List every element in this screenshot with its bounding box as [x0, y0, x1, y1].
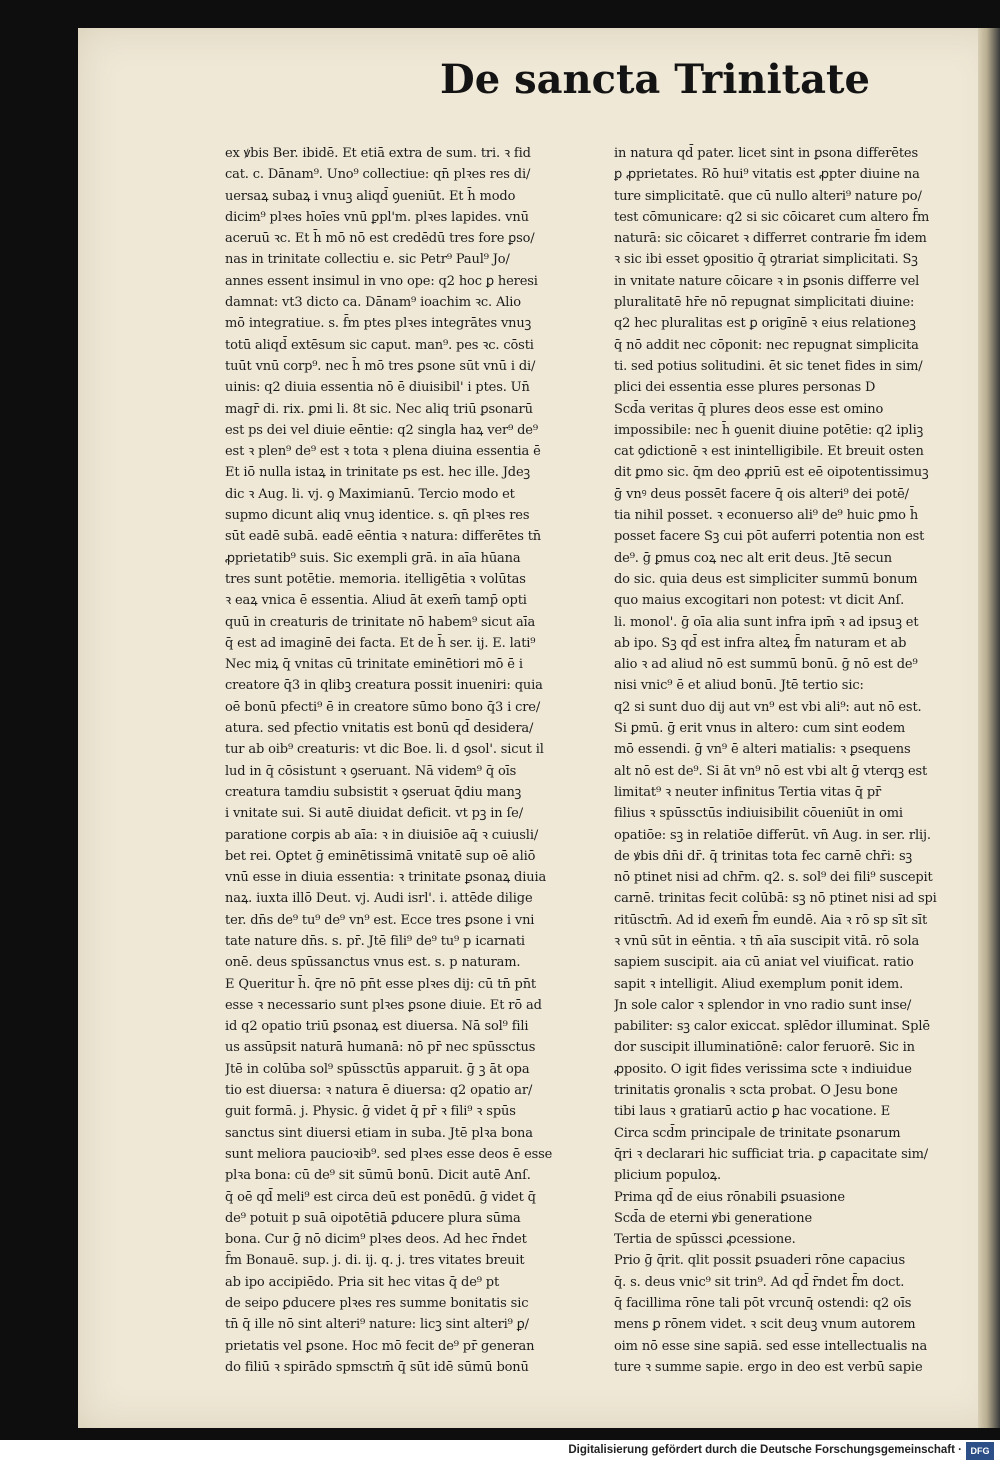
text-line: tn̄ q̄ ille nō sint alteri⁹ nature: licꝫ sint alteri⁹ ꝑ/: [225, 1317, 529, 1333]
text-line: Et iō nulla istaꝝ in trinitate ps est. hec ille. Jdeꝫ: [225, 465, 530, 481]
text-line: est ps dei vel diuie eēntie: q2 singla haꝝ ver⁹ de⁹: [225, 422, 538, 438]
text-line: Circa scd̄m principale de trinitate ꝑsonarum: [614, 1125, 901, 1141]
text-line: mō integratiue. s. f̄m ptes plꝛes integrātes vnuꝫ: [225, 316, 532, 332]
text-line: dic ꝛ Aug. li. vj. ꝯ Maximianū. Tercio modo et: [225, 486, 515, 502]
text-line: q̄ facillima rōne tali pōt vrcunq̄ ostendi: q2 oīs: [614, 1296, 912, 1312]
text-line: tres sunt potētie. memoria. itelligētia ꝛ volūtas: [225, 571, 526, 587]
text-line: supmo dicunt aliq vnuꝫ identice. s. qn̄ plꝛes res: [225, 508, 530, 524]
text-line: tia nihil posset. ꝛ econuerso ali⁹ de⁹ huic ꝑmo h̄: [614, 508, 919, 524]
text-line: creatura tamdiu subsistit ꝛ ꝯseruat q̄diu manꝫ: [225, 784, 522, 800]
text-line: pluralitatē hr̄e nō repugnat simplicitati diuine:: [614, 295, 915, 311]
text-line: nō ptinet nisi ad chr̄m. q2. s. sol⁹ dei fili⁹ suscepit: [614, 870, 933, 886]
text-line: guit formā. j. Physic. ḡ videt q̄ pr̄ ꝛ fili⁹ ꝛ spūs: [225, 1104, 516, 1120]
text-line: opatiōe: sꝫ in relatiōe differūt. vn̄ Aug. in ser. rlij.: [614, 827, 931, 843]
text-line: esse ꝛ necessario sunt plꝛes ꝑsone diuie. Et rō ad: [225, 997, 542, 1013]
text-line: quū in creaturis de trinitate nō habem⁹ sicut aīa: [225, 614, 536, 630]
text-line: bet rei. Oꝑtet ḡ eminētissimā vnitatē sup oē aliō: [225, 848, 536, 864]
text-line: q̄ nō addit nec cōponit: nec repugnat simplicita: [614, 337, 919, 353]
text-line: posset facere Sꝫ cui pōt auferri potentia non est: [614, 529, 925, 545]
text-line: ritūsctm̄. Ad id exem̄ f̄m eundē. Aia ꝛ rō sp sīt sīt: [614, 912, 928, 928]
text-line: de ꝟbis dn̄i dr̄. q̄ trinitas tota fec carnē chr̄i: sꝫ: [614, 848, 912, 864]
text-line: q2 hec pluralitas est ꝑ origīnē ꝛ eius relationeꝫ: [614, 316, 916, 332]
text-line: Jtē in colūba sol⁹ spūssctūs apparuit. ḡ ꝫ āt opa: [225, 1061, 530, 1077]
text-line: Prio ḡ q̄rit. qlit possit ꝑsuaderi rōne capacius: [614, 1253, 906, 1269]
text-line: ḡ vnꝰ deus possēt facere q̄ ois alteri⁹ dei potē/: [614, 486, 909, 502]
text-line: ꝓprietatib⁹ suis. Sic exempli grā. in aīa hūana: [225, 550, 521, 566]
text-line: pabiliter: sꝫ calor exiccat. splēdor illuminat. Splē: [614, 1019, 930, 1035]
text-line: est ꝛ plen⁹ de⁹ est ꝛ tota ꝛ plena diuina essentia ē: [225, 444, 541, 460]
text-line: carnē. trinitas fecit colūbā: sꝫ nō ptinet nisi ad spi: [614, 891, 937, 907]
text-line: ter. dn̄s de⁹ tu⁹ de⁹ vn⁹ est. Ecce tres ꝑsone i vni: [225, 912, 535, 928]
text-line: li. monol'. ḡ oīa alia sunt infra ipm̄ ꝛ ad ipsuꝫ et: [614, 614, 919, 630]
text-line: tuūt vnū corp⁹. nec h̄ mō tres ꝑsone sūt vnū i di/: [225, 358, 536, 374]
text-line: E Queritur h̄. q̄re nō pn̄t esse plꝛes dij: cū tn̄ pn̄t: [225, 976, 536, 992]
text-line: dicim⁹ plꝛes hoīes vnū ꝑpl'm. plꝛes lapides. vnū: [225, 209, 529, 225]
text-line: de seipo ꝑducere plꝛes res summe bonitatis sic: [225, 1296, 529, 1312]
text-line: id q2 opatio triū ꝑsonaꝝ est diuersa. Nā sol⁹ fili: [225, 1019, 529, 1035]
text-line: Jn sole calor ꝛ splendor in vno radio sunt inse/: [614, 997, 912, 1013]
text-line: plicium populoꝝ.: [614, 1168, 721, 1184]
text-line: filius ꝛ spūssctūs indiuisibilit cōueniūt in omi: [614, 806, 903, 822]
text-line: vnū esse in diuia essentia: ꝛ trinitate ꝑsonaꝝ diuia: [225, 870, 547, 886]
text-line: tio est diuersa: ꝛ natura ē diuersa: q2 opatio ar/: [225, 1083, 533, 1099]
text-line: ture ꝛ summe sapie. ergo in deo est verbū sapie: [614, 1359, 923, 1375]
text-line: de⁹. ḡ ꝑmus coꝝ nec alt erit deus. Jtē secun: [614, 550, 892, 566]
text-line: oim nō esse sine sapiā. sed esse intellectualis na: [614, 1338, 928, 1354]
text-line: ꝛ eaꝝ vnica ē essentia. Aliud āt exem̄ tamp̄ opti: [225, 593, 527, 609]
text-line: Tertia de spūssci ꝓcessione.: [614, 1232, 796, 1248]
text-line: quo maius excogitari non potest: vt dicit Anſ.: [614, 593, 905, 609]
text-line: dit ꝑmo sic. q̄m deo ꝓpriū est eē oipotentissimuꝫ: [614, 465, 929, 481]
text-line: ab ipo accipiēdo. Pria sit hec vitas q̄ de⁹ pt: [225, 1274, 500, 1290]
text-line: tibi laus ꝛ gratiarū actio ꝑ hac vocatione. E: [614, 1104, 891, 1120]
right-text-column: [614, 143, 976, 1378]
text-line: test cōmunicare: q2 si sic cōicaret cum altero f̄m: [614, 209, 930, 225]
text-line: oē bonū pfecti⁹ ē in creatore sūmo bono q̄3 i cre/: [225, 699, 541, 715]
text-line: f̄m Bonauē. sup. j. di. ij. q. j. tres vitates breuit: [225, 1253, 525, 1269]
running-title: De sancta Trinitate: [440, 56, 870, 103]
text-line: ab ipo. Sꝫ qd̄ est infra alteꝝ f̄m naturam et ab: [614, 635, 907, 651]
text-line: us assūpsit naturā humanā: nō pr̄ nec spūssctus: [225, 1040, 536, 1056]
text-line: Nec miꝝ q̄ vnitas cū trinitate eminētiori mō ē i: [225, 657, 523, 673]
text-line: sapit ꝛ intelligit. Aliud exemplum ponit idem.: [614, 976, 904, 992]
text-line: do sic. quia deus est simpliciter summū bonum: [614, 571, 918, 587]
text-line: aceruū ꝛc. Et h̄ mō nō est credēdū tres fore ꝑso/: [225, 231, 535, 247]
text-line: sanctus sint diuersi etiam in suba. Jtē plꝛa bona: [225, 1125, 533, 1141]
text-line: magr̄ di. rix. ꝑmi li. 8t sic. Nec aliq triū ꝑsonarū: [225, 401, 533, 417]
dfg-logo[interactable]: DFG: [966, 1442, 994, 1460]
text-line: bona. Cur ḡ nō dicim⁹ plꝛes deos. Ad hec r̄ndet: [225, 1232, 527, 1248]
text-line: sunt meliora paucioꝛib⁹. sed plꝛes esse deos ē esse: [225, 1146, 553, 1162]
text-line: totū aliqd̄ extēsum sic caput. man⁹. pes ꝛc. cōsti: [225, 337, 534, 353]
footer-credit[interactable]: Digitalisierung gefördert durch die Deutsche Forschungsgemeinschaft ·: [568, 1444, 962, 1456]
text-line: dor suscipit illuminatiōnē: calor feruorē. Sic in: [614, 1040, 915, 1056]
text-line: alio ꝛ ad aliud nō est summū bonū. ḡ nō est de⁹: [614, 657, 918, 673]
text-line: ꝛ vnū sūt in eēntia. ꝛ tn̄ aīa suscipit vitā. rō sola: [614, 933, 920, 949]
text-line: damnat: vt3 dicto ca. Dānam⁹ ioachim ꝛc. Alio: [225, 295, 521, 311]
text-line: lud in q̄ cōsistunt ꝛ ꝯseruant. Nā videm⁹ q̄ oīs: [225, 763, 517, 779]
text-line: q̄ri ꝛ declarari hic sufficiat tria. ꝑ capacitate sim/: [614, 1146, 928, 1162]
text-line: Si ꝑmū. ḡ erit vnus in altero: cum sint eodem: [614, 721, 906, 737]
text-line: i vnitate sui. Si autē diuidat deficit. vt pꝫ in ſe/: [225, 806, 523, 822]
text-line: ꝓposito. O igit fides verissima scte ꝛ indiuidue: [614, 1061, 912, 1077]
text-line: atura. sed pfectio vnitatis est bonū qd̄ desidera/: [225, 721, 534, 737]
text-line: onē. deus spūssanctus vnus est. s. p naturam.: [225, 955, 521, 971]
left-text-column: [225, 143, 595, 1378]
text-line: limitat⁹ ꝛ neuter infinitus Tertia vitas q̄ pr̄: [614, 784, 882, 800]
text-line: in vnitate nature cōicare ꝛ in ꝑsonis differre vel: [614, 273, 920, 289]
text-line: naꝝ. iuxta illō Deut. vj. Audi isrl'. i. attēde dilige: [225, 891, 533, 907]
text-line: plici dei essentia esse plures personas D: [614, 380, 876, 396]
text-line: sapiem suscipit. aia cū aniat vel viuificat. ratio: [614, 955, 914, 971]
text-line: alt nō est de⁹. Si āt vn⁹ nō est vbi alt ḡ vterqꝫ est: [614, 763, 928, 779]
text-line: prietatis vel ꝑsone. Hoc mō fecit de⁹ pr̄ generan: [225, 1338, 535, 1354]
text-line: q2 si sunt duo dij aut vn⁹ est vbi ali⁹: aut nō est.: [614, 699, 922, 715]
text-line: tate nature dn̄s. s. pr̄. Jtē fili⁹ de⁹ tu⁹ p icarnati: [225, 933, 525, 949]
text-line: plꝛa bona: cū de⁹ sit sūmū bonū. Dicit autē Anſ.: [225, 1168, 531, 1184]
text-line: nas in trinitate collectiu e. sic Petr⁹ Paul⁹ Jo/: [225, 252, 510, 268]
text-line: naturā: sic cōicaret ꝛ differret contrarie f̄m idem: [614, 231, 927, 247]
text-line: trinitatis ꝯronalis ꝛ scta probat. O Jesu bone: [614, 1083, 898, 1099]
text-line: q̄ oē qd̄ meli⁹ est circa deū est ponēdū. ḡ videt q̄: [225, 1189, 536, 1205]
text-line: Scd̄a de eterni ꝟbi generatione: [614, 1210, 812, 1226]
text-line: ex ꝟbis Ber. ibidē. Et etiā extra de sum. tri. ꝛ fid: [225, 146, 531, 161]
text-line: annes essent insimul in vno ope: q2 hoc ꝑ heresi: [225, 273, 538, 289]
text-line: de⁹ potuit p suā oipotētiā ꝑducere plura sūma: [225, 1210, 521, 1226]
text-line: do filiū ꝛ spirādo spmsctm̄ q̄ sūt idē sūmū bonū: [225, 1359, 529, 1375]
text-line: ti. sed potius solitudini. ēt sic tenet fides in sim/: [614, 358, 923, 374]
text-line: nisi vnic⁹ ē et aliud bonū. Jtē tertio sic:: [614, 678, 864, 694]
text-line: impossibile: nec h̄ ꝯuenit diuine potētie: q2 ipliꝫ: [614, 422, 924, 438]
text-line: creatore q̄3 in qlibꝫ creatura possit inueniri: quia: [225, 678, 543, 694]
text-line: sūt eadē subā. eadē eēntia ꝛ natura: differētes tn̄: [225, 529, 542, 545]
text-line: tur ab oib⁹ creaturis: vt dic Boe. li. d ꝯsol'. sicut il: [225, 742, 544, 758]
text-line: Scd̄a veritas q̄ plures deos esse est omino: [614, 401, 884, 417]
text-line: uersaꝝ subaꝝ i vnuꝫ aliqd̄ ꝯueniūt. Et h̄ modo: [225, 188, 516, 204]
text-line: Prima qd̄ de eius rōnabili ꝑsuasione: [614, 1189, 845, 1205]
text-line: ꝛ sic ibi esset ꝯpositio q̄ ꝯtrariat simplicitati. Sꝫ: [614, 252, 918, 268]
text-line: q̄. s. deus vnic⁹ sit trin⁹. Ad qd̄ r̄ndet f̄m doct.: [614, 1274, 905, 1290]
text-line: paratione corꝑis ab aīa: ꝛ in diuisiōe aq̄ ꝛ cuiusli/: [225, 827, 539, 843]
text-line: q̄ est ad imaginē dei facta. Et de h̄ ser. ij. E. lati⁹: [225, 635, 536, 651]
text-line: mō essendi. ḡ vn⁹ ē alteri matialis: ꝛ ꝑsequens: [614, 742, 911, 758]
text-line: cat ꝯdictionē ꝛ est inintelligibile. Et breuit osten: [614, 444, 924, 460]
page-edge: [978, 28, 1000, 1428]
text-line: ꝑ ꝓprietates. Rō hui⁹ vitatis est ꝓpter diuine na: [614, 167, 920, 183]
text-line: ture simplicitatē. que cū nullo alteri⁹ nature po/: [614, 188, 922, 204]
text-line: cat. c. Dānam⁹. Uno⁹ collectiue: qn̄ plꝛes res di/: [225, 167, 531, 183]
text-line: mens ꝑ rōnem videt. ꝛ scit deuꝫ vnum autorem: [614, 1317, 916, 1333]
text-line: uinis: q2 diuia essentia nō ē diuisibil' i ptes. Un̄: [225, 380, 530, 396]
text-line: in natura qd̄ pater. licet sint in ꝑsona differētes: [614, 146, 918, 161]
